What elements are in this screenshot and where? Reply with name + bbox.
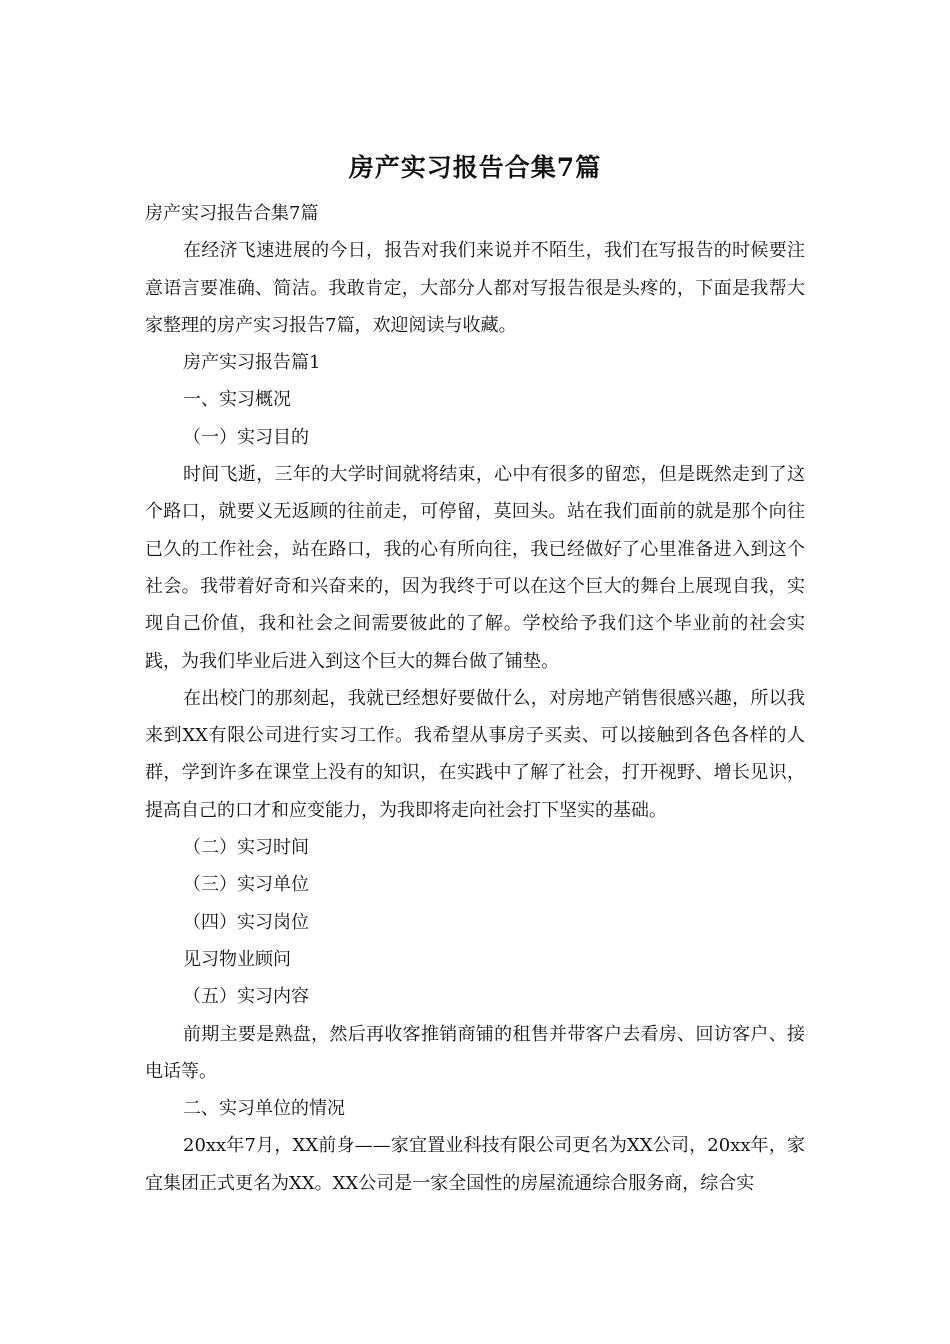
intro-paragraph: 在经济飞速进展的今日，报告对我们来说并不陌生，我们在写报告的时候要注意语言要准确、简洁。我敢肯定，大部分人都对写报告很是头疼的，下面是我帮大家整理的房产实习报告7篇，欢迎阅读与收藏。 [145,240,805,336]
body-paragraph: 见习物业顾问 [183,948,291,970]
section-heading: 房产实习报告篇1 [183,352,321,374]
subsection-heading: （五）实习内容 [183,986,309,1008]
body-paragraph: 在出校门的那刻起，我就已经想好要做什么，对房地产销售很感兴趣，所以我来到XX有限公司进行实习工作。我希望从事房子买卖、可以接触到各色各样的人群，学到许多在课堂上没有的知识，在实践中了解了社会，打开视野、增长见识，提高自己的口才和应变能力，为我即将走向社会打下坚实的基础。 [145,687,805,821]
subsection-heading: （二）实习时间 [183,837,309,859]
subsection-heading: （三）实习单位 [183,874,309,896]
body-paragraph: 时间飞逝，三年的大学时间就将结束，心中有很多的留恋，但是既然走到了这个路口，就要义无返顾的往前走，可停留，莫回头。站在我们面前的就是那个向往已久的工作社会，站在路口，我的心有所向往，我已经做好了心里准备进入到这个社会。我带着好奇和兴奋来的，因为我终于可以在这个巨大的舞台上展现自我，实现自己价值，我和社会之间需要彼此的了解。学校给予我们这个毕业前的社会实践，为我们毕业后进入到这个巨大的舞台做了铺垫。 [145,464,805,672]
section-heading: 一、实习概况 [183,389,291,411]
body-paragraph: 20xx年7月，XX前身——家宜置业科技有限公司更名为XX公司，20xx年，家宜集团正式更名为XX。XX公司是一家全国性的房屋流通综合服务商，综合实 [145,1135,805,1194]
document-title: 房产实习报告合集7篇 [348,153,602,182]
body-paragraph: 前期主要是熟盘，然后再收客推销商铺的租售并带客户去看房、回访客户、接电话等。 [145,1023,805,1082]
document-body [145,195,805,1202]
subsection-heading: （一）实习目的 [183,426,309,448]
section-heading: 二、实习单位的情况 [183,1098,345,1120]
subtitle-line: 房产实习报告合集7篇 [145,203,319,224]
subsection-heading: （四）实习岗位 [183,911,309,933]
